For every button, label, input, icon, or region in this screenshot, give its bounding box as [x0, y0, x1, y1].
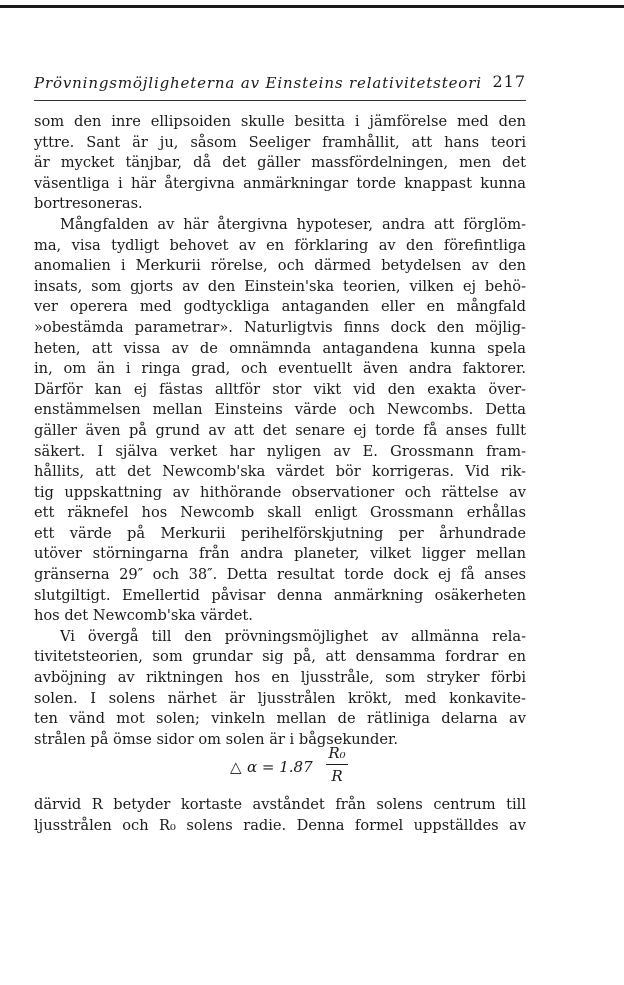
page-number: 217 — [492, 72, 526, 91]
text-line: Vi övergå till den prövningsmöjlighet av allmänna rela- — [60, 627, 526, 645]
text-line: ma, visa tydligt behovet av en förklaring av den förefintliga — [34, 236, 526, 254]
text-line: bortresoneras. — [34, 195, 143, 213]
text-line: in, om än i ringa grad, och eventuellt även andra faktorer. — [34, 360, 526, 378]
formula-denominator: R — [331, 767, 343, 785]
text-line: yttre. Sant är ju, såsom Seeliger framhållit, att hans teori — [34, 133, 526, 151]
text-line: gäller även på grund av att det senare ej torde få anses fullt — [34, 421, 526, 439]
text-line: ljusstrålen och R₀ solens radie. Denna formel uppställdes av — [34, 816, 526, 834]
top-border-line — [0, 5, 624, 8]
text-line: säkert. I själva verket har nyligen av E. Grossmann fram- — [34, 442, 526, 460]
text-line: »obestämda parametrar». Naturligtvis finns dock den möjlig- — [34, 318, 526, 336]
text-line: anomalien i Merkurii rörelse, och därmed betydelsen av den — [34, 257, 526, 275]
text-line: ett värde på Merkurii perihelförskjutning per århundrade — [34, 524, 526, 542]
formula-numerator: R₀ — [328, 744, 346, 762]
text-line: tig uppskattning av hithörande observationer och rättelse av — [34, 483, 526, 501]
text-line: gränserna 29″ och 38″. Detta resultat torde dock ej få anses — [34, 566, 526, 584]
fraction-bar — [326, 764, 348, 765]
text-line: Mångfalden av här återgivna hypoteser, andra att förglöm- — [60, 215, 526, 233]
formula — [0, 744, 624, 788]
text-line: enstämmelsen mellan Einsteins värde och Newcombs. Detta — [34, 401, 526, 419]
text-line: ett räknefel hos Newcomb skall enligt Grossmann erhållas — [34, 504, 526, 522]
text-line: Därför kan ej fästas alltför stor vikt vid den exakta över- — [34, 380, 526, 398]
running-header — [34, 74, 526, 98]
text-line: slutgiltigt. Emellertid påvisar denna anmärkning osäkerheten — [34, 586, 526, 604]
text-line: strålen på ömse sidor om solen är i bågsekunder. — [34, 730, 398, 748]
formula-delta-symbol: △ — [230, 758, 242, 776]
header-rule — [34, 100, 526, 101]
text-line: heten, att vissa av de omnämnda antagandena kunna spela — [34, 339, 526, 357]
text-line: därvid R betyder kortaste avståndet från solens centrum till — [34, 796, 526, 813]
text-line: som den inre ellipsoiden skulle besitta i jämförelse med den — [34, 113, 526, 130]
text-line: väsentliga i här återgivna anmärkningar torde knappast kunna — [34, 174, 526, 192]
text-line: ten vänd mot solen; vinkeln mellan de rätliniga delarna av — [34, 710, 526, 728]
text-line: hållits, att det Newcomb'ska värdet bör korrigeras. Vid rik- — [34, 463, 526, 481]
text-line: avböjning av riktningen hos en ljusstråle, som stryker förbi — [34, 669, 526, 687]
text-line: ver operera med godtyckliga antaganden eller en mångfald — [34, 298, 526, 316]
running-title: Prövningsmöjligheterna av Einsteins relativitetsteori — [34, 74, 482, 92]
text-line: tivitetsteorien, som grundar sig på, att densamma fordrar en — [34, 648, 526, 666]
formula-fraction — [326, 744, 348, 785]
body-text-after — [34, 795, 526, 836]
text-line: insats, som gjorts av den Einstein'ska teorien, vilken ej behö- — [34, 277, 526, 295]
formula-lhs: α = 1.87 — [247, 758, 313, 776]
body-text — [34, 112, 526, 750]
text-line: solen. I solens närhet är ljusstrålen krökt, med konkavite- — [34, 689, 526, 707]
text-line: utöver störningarna från andra planeter, vilket ligger mellan — [34, 545, 526, 563]
text-line: hos det Newcomb'ska värdet. — [34, 607, 253, 625]
text-line: är mycket tänjbar, då det gäller massfördelningen, men det — [34, 154, 526, 172]
